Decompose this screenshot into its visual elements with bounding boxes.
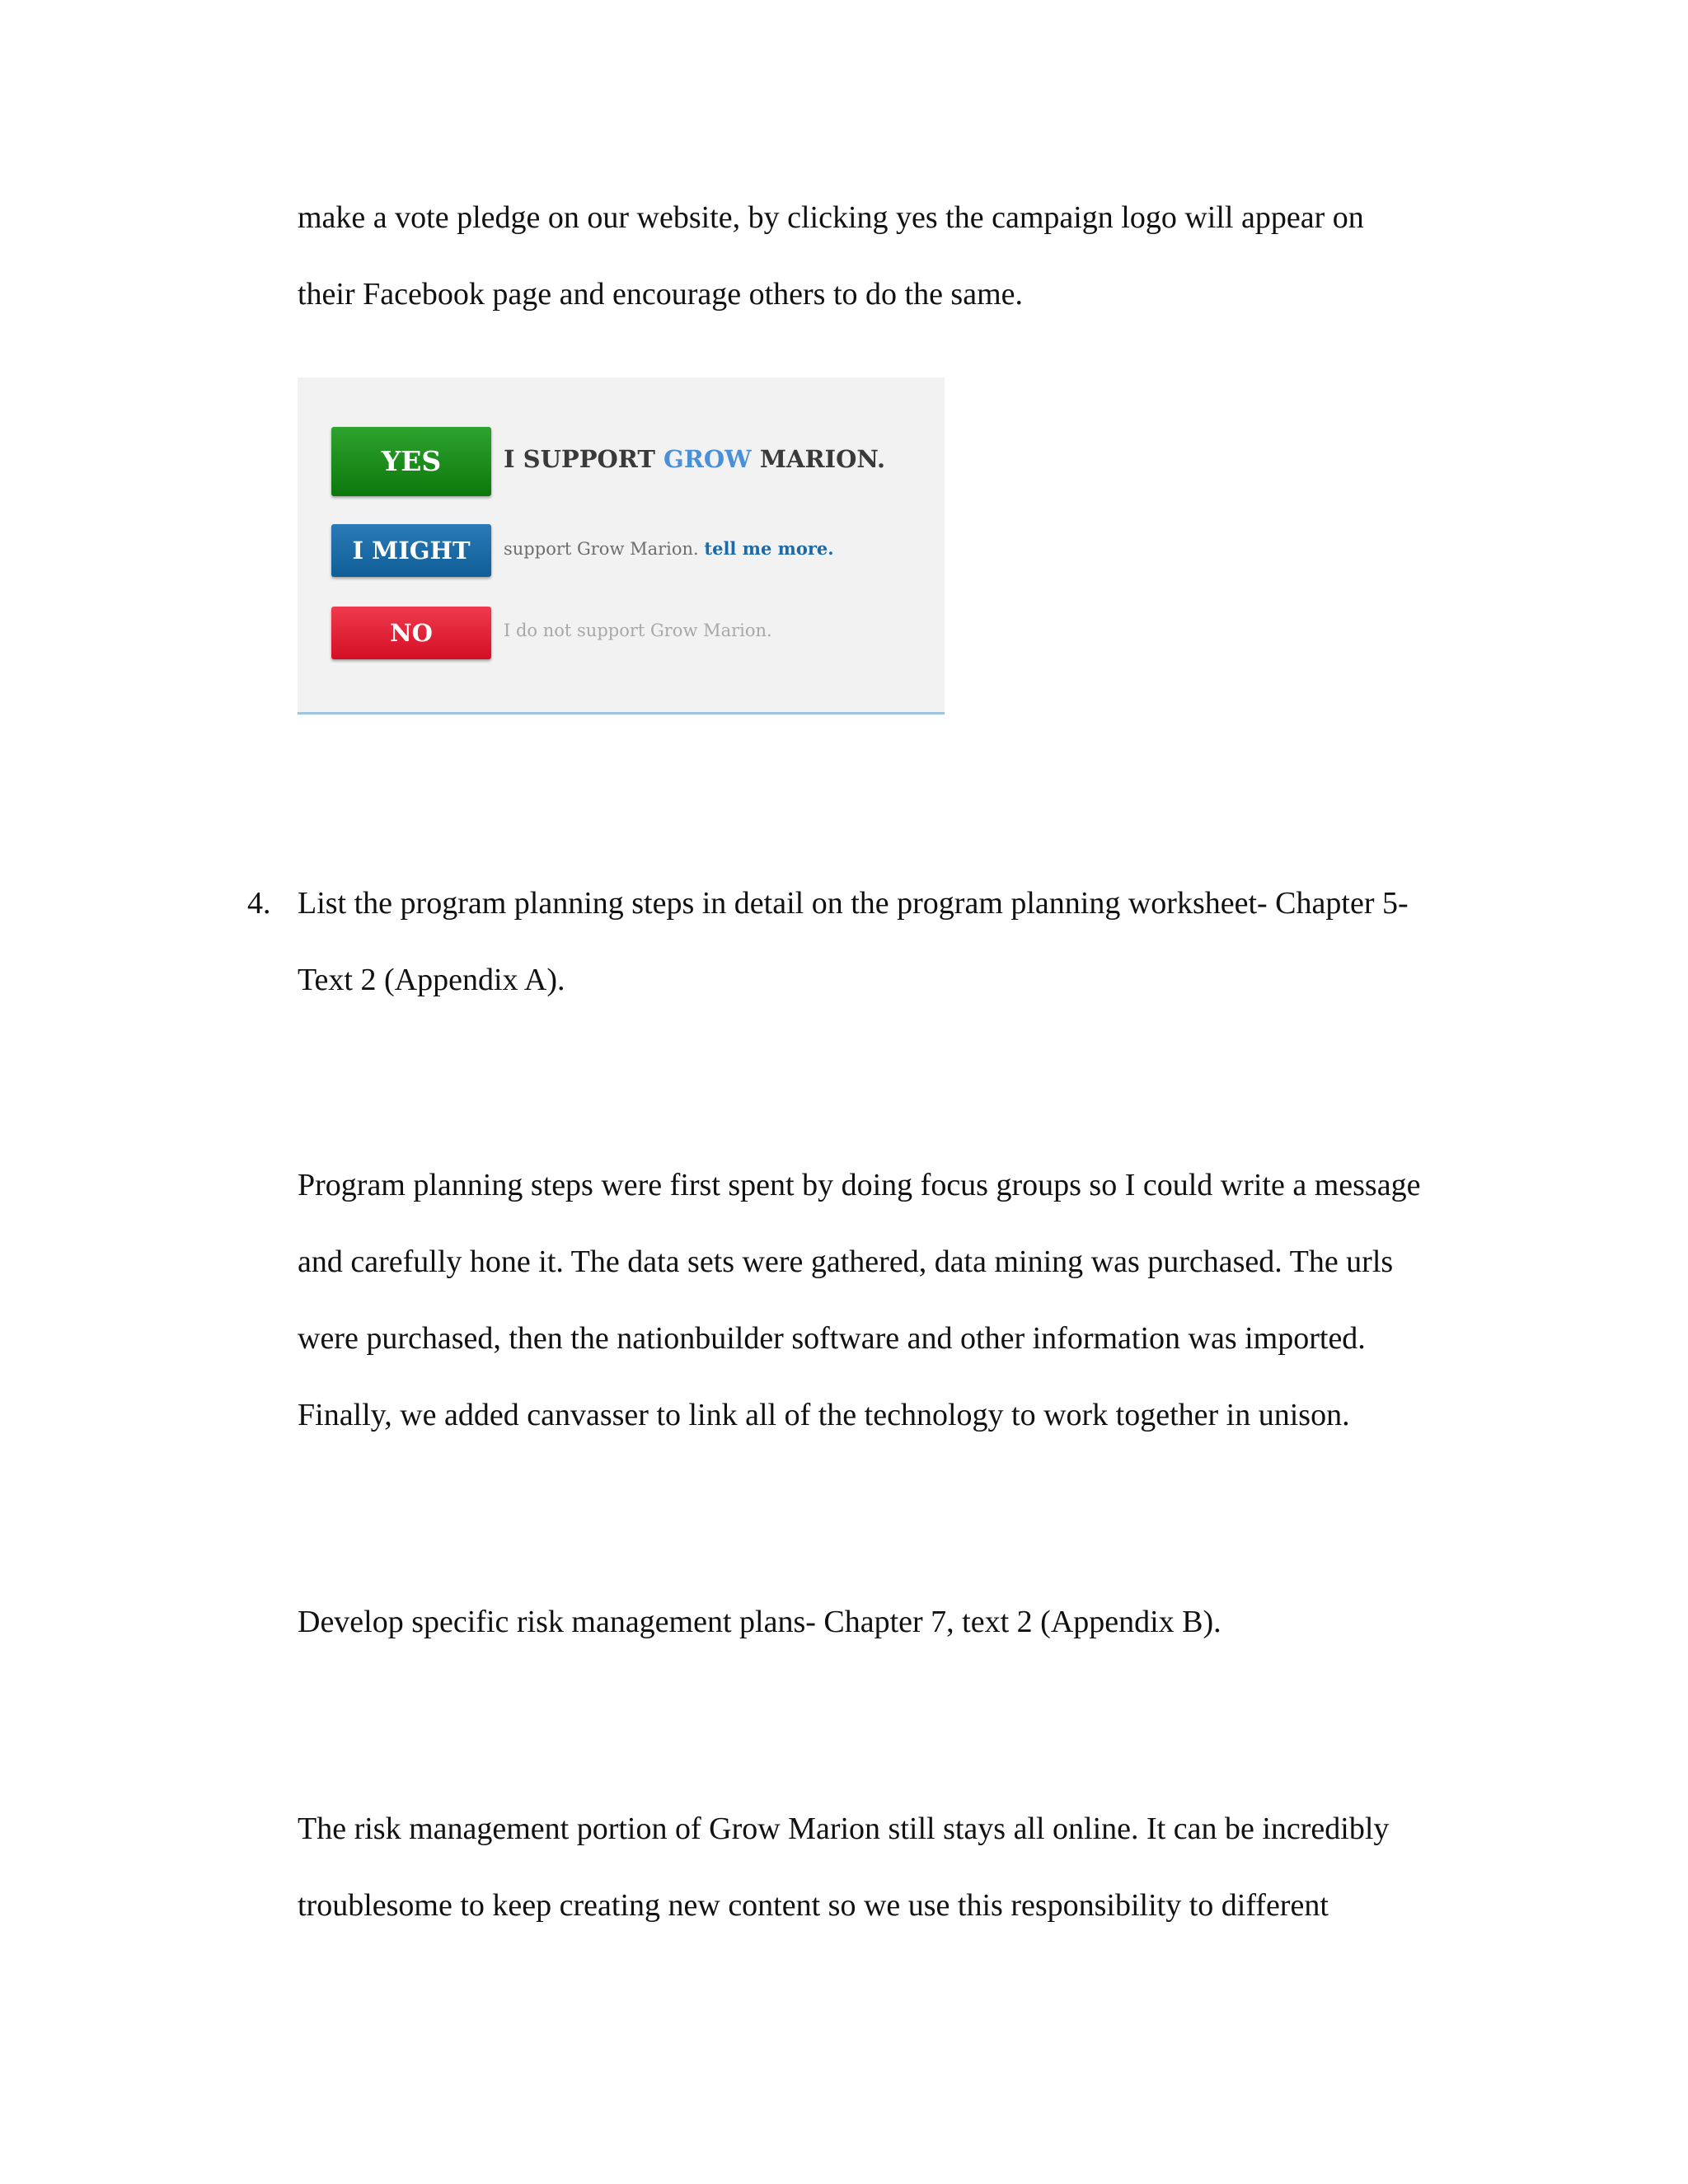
tell-me-more-link[interactable]: tell me more. bbox=[704, 538, 834, 559]
might-label bbox=[504, 538, 834, 559]
text-line: make a vote pledge on our website, by clicking yes the campaign logo will appear on bbox=[298, 200, 1364, 235]
program-planning-paragraph bbox=[298, 1147, 1501, 1454]
vote-pledge-widget bbox=[298, 377, 945, 715]
text-line: Text 2 (Appendix A). bbox=[298, 963, 565, 997]
risk-management-heading bbox=[298, 1584, 1501, 1661]
might-label-text: support Grow Marion. bbox=[504, 539, 705, 559]
text-line: The risk management portion of Grow Marion still stays all online. It can be incredibly bbox=[298, 1811, 1390, 1846]
yes-label-end: MARION. bbox=[751, 445, 886, 473]
item4-paragraph bbox=[298, 865, 1501, 1019]
text-line: and carefully hone it. The data sets were gathered, data mining was purchased. The urls bbox=[298, 1244, 1394, 1279]
text-line: troublesome to keep creating new content so we use this responsibility to different bbox=[298, 1888, 1329, 1923]
no-button[interactable]: NO bbox=[331, 607, 491, 659]
yes-label bbox=[504, 445, 885, 473]
text-line: their Facebook page and encourage others to do the same. bbox=[298, 277, 1024, 312]
risk-management-paragraph bbox=[298, 1791, 1501, 1944]
yes-button[interactable]: YES bbox=[331, 427, 491, 496]
list-number: 4. bbox=[247, 886, 271, 921]
text-line: were purchased, then the nationbuilder software and other information was imported. bbox=[298, 1321, 1366, 1356]
text-line: Program planning steps were first spent by doing focus groups so I could write a message bbox=[298, 1168, 1421, 1202]
text-line: Finally, we added canvasser to link all of the technology to work together in unison. bbox=[298, 1398, 1350, 1432]
yes-label-start: I SUPPORT bbox=[504, 445, 664, 473]
i-might-button[interactable]: I MIGHT bbox=[331, 524, 491, 577]
text-line: List the program planning steps in detail on the program planning worksheet- Chapter 5- bbox=[298, 886, 1409, 921]
no-label: I do not support Grow Marion. bbox=[504, 621, 772, 640]
grow-highlight: GROW bbox=[663, 445, 752, 473]
text-line: Develop specific risk management plans- Chapter 7, text 2 (Appendix B). bbox=[298, 1605, 1221, 1639]
intro-paragraph bbox=[298, 180, 1501, 333]
